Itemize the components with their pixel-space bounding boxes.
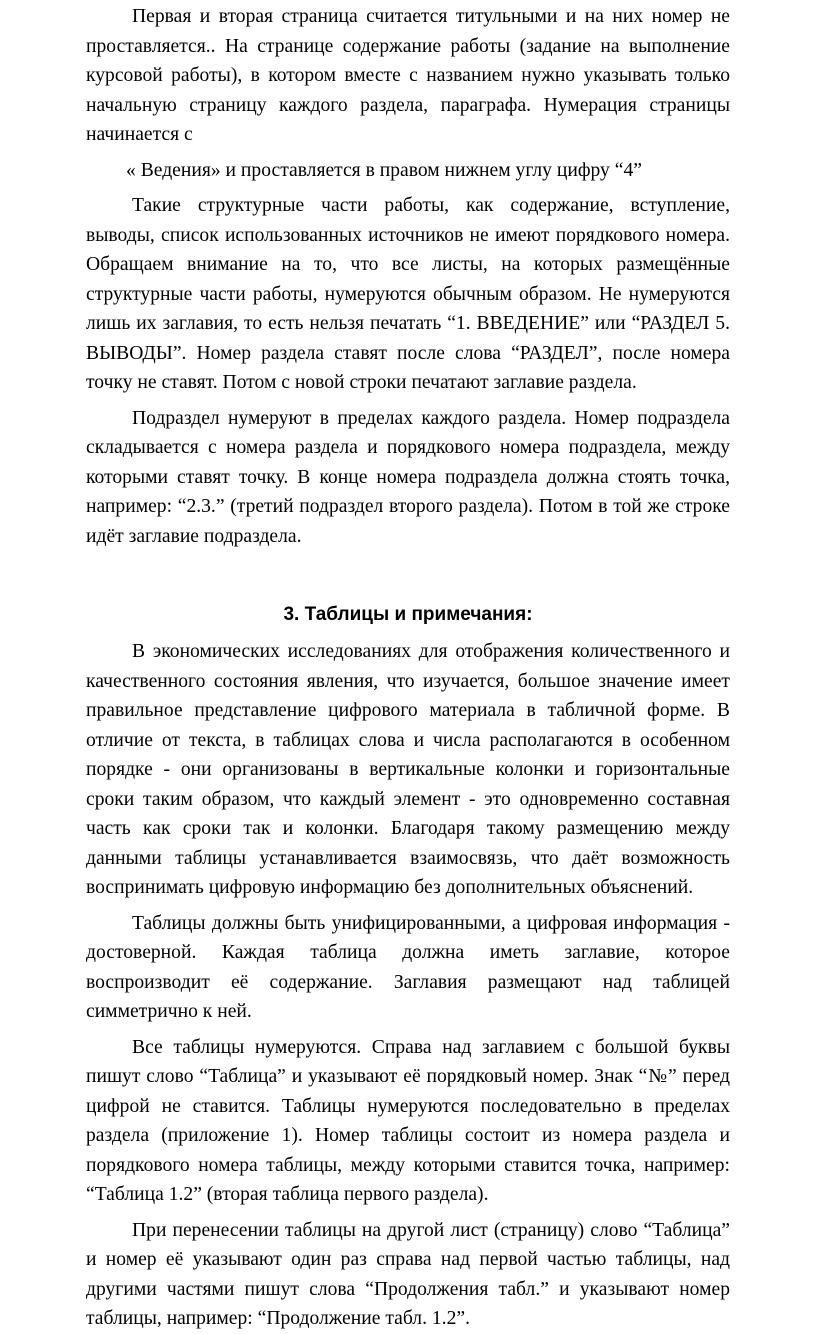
paragraph-structural-parts: Такие структурные части работы, как содержание, вступление, выводы, список использованных источников не имеют порядкового номера. Обращаем внимание на то, что все листы, на которых размещённые структурные части работы, нумеруются обычным образом. Не нумеруются лишь их заглавия, то есть нельзя печатать “1. ВВЕДЕНИЕ” или “РАЗДЕЛ 5. ВЫВОДЫ”. Номер раздела ставят после слова “РАЗДЕЛ”, после номера точку не ставят. Потом с новой строки печатают заглавие раздела.: [86, 195, 730, 393]
paragraph-introduction-number: « Ведения» и проставляется в правом нижнем углу цифру “4”: [126, 159, 642, 181]
paragraph-tables-numbering: Все таблицы нумеруются. Справа над заглавием с большой буквы пишут слово “Таблица” и указывают её порядковый номер. Знак “№” перед цифрой не ставится. Таблицы нумеруются последовательно в пределах раздела (приложение 1). Номер таблицы состоит из номера раздела и порядкового номера таблицы, между которыми ставится точка, например: “Таблица 1.2” (вторая таблица первого раздела).: [86, 1036, 730, 1205]
paragraph-tables-continuation: При перенесении таблицы на другой лист (страницу) слово “Таблица” и номер её указывают один раз справа над первой частью таблицы, над другими частями пишут слова “Продолжения табл.” и указывают номер таблицы, например: “Продолжение табл. 1.2”.: [86, 1219, 730, 1329]
section-heading: 3. Таблицы и примечания:: [283, 604, 533, 625]
paragraph-title-pages: Первая и вторая страница считается титульными и на них номер не проставляется.. На странице содержание работы (задание на выполнение курсовой работы), в котором вместе с названием нужно указывать только начальную страницу каждого раздела, параграфа. Нумерация страницы начинается с: [86, 6, 730, 145]
paragraph-tables-unified: Таблицы должны быть унифицированными, а цифровая информация - достоверной. Каждая таблица должна иметь заглавие, которое воспроизводит её содержание. Заглавия размещают над таблицей симметрично к ней.: [86, 912, 730, 1022]
paragraph-subsections: Подраздел нумеруют в пределах каждого раздела. Номер подраздела складывается с номера раздела и порядкового номера подраздела, между которыми ставят точку. В конце номера подраздела должна стоять точка, например: “2.3.” (третий подраздел второго раздела). Потом в той же строке идёт заглавие подраздела.: [86, 407, 730, 547]
paragraph-tables-intro: В экономических исследованиях для отображения количественного и качественного состояния явления, что изучается, большое значение имеет правильное представление цифрового материала в табличной форме. В отличие от текста, в таблицах слова и числа располагаются в особенном порядке - они организованы в вертикальные колонки и горизонтальные сроки таким образом, что каждый элемент - это одновременно составная часть как сроки так и колонки. Благодаря такому размещению между данными таблицы устанавливается взаимосвязь, что даёт возможность воспринимать цифровую информацию без дополнительных объяснений.: [86, 641, 730, 898]
